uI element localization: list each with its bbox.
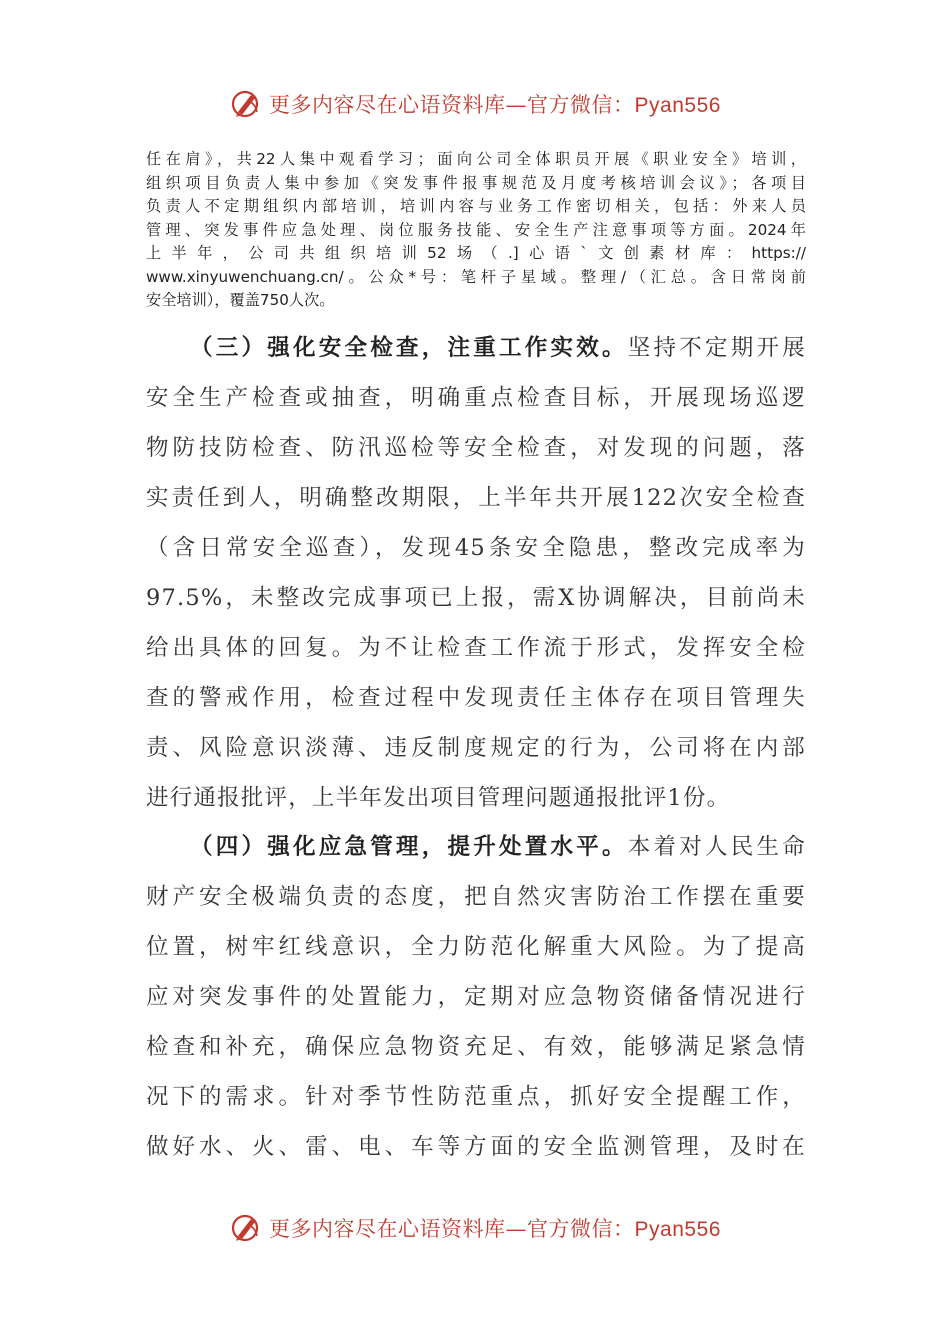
banner-text: 更多内容尽在心语资料库—官方微信：Pyan556 <box>269 1217 721 1241</box>
paragraph-line: 任在肩》，共22人集中观看学习；面向公司全体职员开展《职业安全》培训， <box>146 150 806 168</box>
continuation-paragraph <box>146 148 806 313</box>
banner-handle: Pyan556 <box>634 1218 721 1241</box>
pen-circle-logo-icon <box>229 1211 263 1245</box>
paragraph-line: 做好水、火、雷、电、车等方面的安全监测管理，及时在 <box>146 1134 806 1160</box>
section-heading: （四）强化应急管理，提升处置水平。 <box>190 834 628 860</box>
paragraph-line: 进行通报批评，上半年发出项目管理问题通报批评1份。 <box>146 785 731 811</box>
paragraph-line: 物防技防检查、防汛巡检等安全检查，对发现的问题，落 <box>146 435 806 461</box>
paragraph-line: （含日常安全巡查），发现45条安全隐患，整改完成率为 <box>146 535 806 561</box>
paragraph-line: 97.5%，未整改完成事项已上报，需X协调解决，目前尚未 <box>146 585 806 611</box>
paragraph-line: 组织项目负责人集中参加《突发事件报事规范及月度考核培训会议》；各项目 <box>146 173 806 192</box>
footer-watermark-banner <box>0 1208 950 1248</box>
paragraph-line: 安全培训），覆盖750人次。 <box>146 291 335 309</box>
paragraph-line: 财产安全极端负责的态度，把自然灾害防治工作摆在重要 <box>146 884 806 910</box>
paragraph-line: 检查和补充，确保应急物资充足、有效，能够满足紧急情 <box>146 1034 806 1060</box>
section-three <box>146 323 806 823</box>
paragraph-line: www.xinyuwenchuang.cn/。公众*号：笔杆子星域。整理/（汇总。含日常岗前 <box>146 267 806 286</box>
banner-text: 更多内容尽在心语资料库—官方微信：Pyan556 <box>269 93 721 117</box>
paragraph-line: 实责任到人，明确整改期限，上半年共开展122次安全检查 <box>146 485 806 511</box>
paragraph-line: 责、风险意识淡薄、违反制度规定的行为，公司将在内部 <box>146 735 806 761</box>
paragraph-line: 管理、突发事件应急处理、岗位服务技能、安全生产注意事项等方面。2024年 <box>146 220 806 239</box>
banner-handle: Pyan556 <box>634 94 721 117</box>
paragraph-line: 上半年，公司共组织培训52场（.]心语`文创素材库：https:// <box>146 244 806 262</box>
pen-circle-logo-icon <box>229 87 263 121</box>
paragraph-line: 给出具体的回复。为不让检查工作流于形式，发挥安全检 <box>146 635 806 661</box>
paragraph-line: 位置，树牢红线意识，全力防范化解重大风险。为了提高 <box>146 934 806 960</box>
paragraph-line: 况下的需求。针对季节性防范重点，抓好安全提醒工作， <box>146 1084 806 1110</box>
section-four <box>146 822 806 1172</box>
paragraph-line: 应对突发事件的处置能力，定期对应急物资储备情况进行 <box>146 984 806 1010</box>
paragraph-line: 安全生产检查或抽查，明确重点检查目标，开展现场巡逻 <box>146 385 806 411</box>
section-first-line: （三）强化安全检查，注重工作实效。坚持不定期开展 <box>190 335 806 361</box>
section-heading: （三）强化安全检查，注重工作实效。 <box>190 335 628 361</box>
header-watermark-banner <box>0 84 950 124</box>
section-first-line: （四）强化应急管理，提升处置水平。本着对人民生命 <box>190 834 806 860</box>
paragraph-line: 查的警戒作用，检查过程中发现责任主体存在项目管理失 <box>146 685 806 711</box>
paragraph-line: 负责人不定期组织内部培训，培训内容与业务工作密切相关，包括：外来人员 <box>146 197 806 215</box>
